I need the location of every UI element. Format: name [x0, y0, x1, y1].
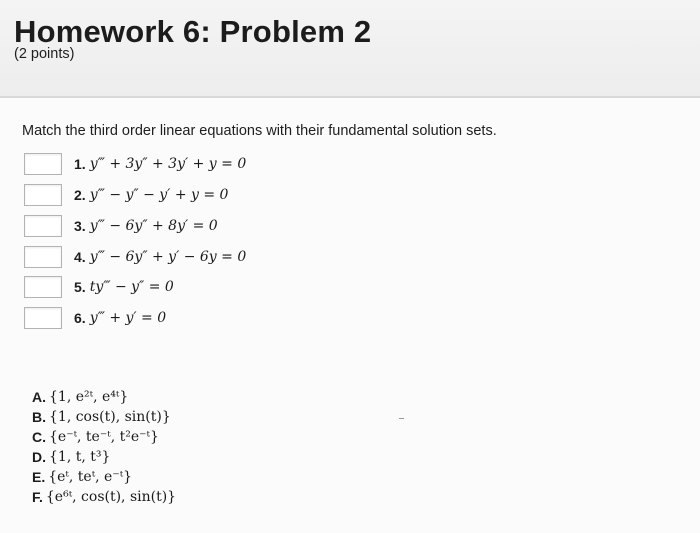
option-e — [32, 467, 132, 487]
option-label: E. — [32, 469, 46, 485]
equation-text: y‴ + y′ = 0 — [89, 310, 167, 326]
option-label: F. — [32, 489, 43, 505]
answer-input-2[interactable] — [24, 184, 62, 206]
option-text: {1, e²ᵗ, e⁴ᵗ} — [49, 389, 129, 405]
equation-text: y‴ − y″ − y′ + y = 0 — [89, 187, 229, 203]
option-text: {e⁻ᵗ, te⁻ᵗ, t²e⁻ᵗ} — [49, 429, 159, 445]
equation-row-4 — [24, 243, 246, 271]
equation-label: 6. — [74, 310, 86, 326]
answer-input-3[interactable] — [24, 215, 62, 237]
equation-row-1 — [24, 150, 246, 178]
stray-mark — [399, 418, 404, 419]
equation-label: 5. — [74, 279, 86, 295]
option-text: {1, t, t³} — [49, 449, 111, 465]
question-instructions: Match the third order linear equations with their fundamental solution sets. — [22, 123, 497, 139]
equation-label: 3. — [74, 218, 86, 234]
option-text: {e⁶ᵗ, cos(t), sin(t)} — [45, 489, 177, 505]
equation-label: 4. — [74, 249, 86, 265]
answer-input-6[interactable] — [24, 307, 62, 329]
option-d — [32, 447, 110, 467]
equation-text: y‴ − 6y″ + 8y′ = 0 — [89, 218, 218, 234]
equation-label: 1. — [74, 156, 86, 172]
option-label: C. — [32, 429, 46, 445]
option-text: {1, cos(t), sin(t)} — [49, 409, 171, 425]
problem-header — [0, 0, 700, 96]
answer-input-4[interactable] — [24, 246, 62, 268]
equation-text: y‴ + 3y″ + 3y′ + y = 0 — [89, 156, 247, 172]
equation-row-3 — [24, 212, 218, 240]
option-label: A. — [32, 389, 46, 405]
option-f — [32, 487, 176, 507]
equation-text: ty‴ − y″ = 0 — [89, 279, 174, 295]
answer-input-1[interactable] — [24, 153, 62, 175]
equation-row-6 — [24, 304, 166, 332]
option-label: D. — [32, 449, 46, 465]
option-b — [32, 407, 171, 427]
option-text: {eᵗ, teᵗ, e⁻ᵗ} — [48, 469, 133, 485]
points-label: (2 points) — [14, 46, 75, 62]
page-title: Homework 6: Problem 2 — [14, 14, 372, 49]
equation-row-5 — [24, 273, 174, 301]
answer-input-5[interactable] — [24, 276, 62, 298]
equation-label: 2. — [74, 187, 86, 203]
equation-row-2 — [24, 181, 228, 209]
option-label: B. — [32, 409, 46, 425]
option-a — [32, 387, 128, 407]
equation-text: y‴ − 6y″ + y′ − 6y = 0 — [89, 249, 247, 265]
option-c — [32, 427, 159, 447]
